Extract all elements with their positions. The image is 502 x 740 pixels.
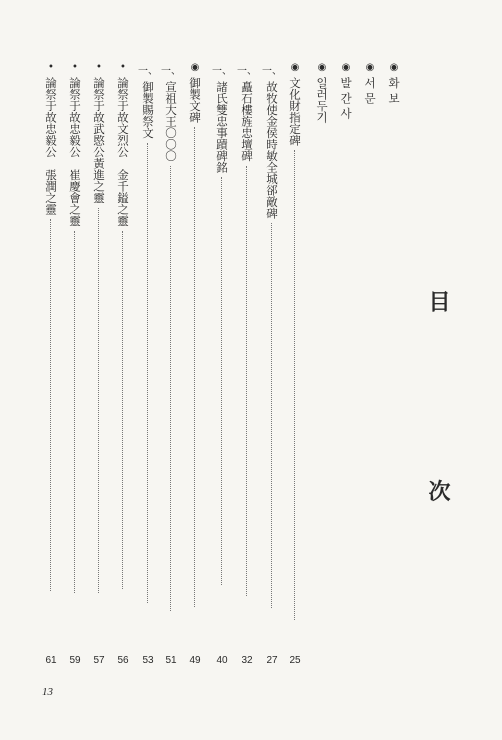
circle-bullet-icon: ◉ bbox=[290, 62, 300, 73]
toc-entry-title: 화 보 bbox=[387, 77, 401, 104]
toc-entry-title: 故牧使金侯時敏全城郤敵碑 bbox=[265, 81, 279, 219]
folio-number: 13 bbox=[42, 686, 53, 698]
toc-entry-title: 御製文碑 bbox=[188, 77, 202, 123]
toc-page-number: 57 bbox=[93, 655, 105, 666]
dot-leader bbox=[294, 150, 296, 620]
toc-entry bbox=[114, 62, 132, 589]
toc-page-number: 56 bbox=[117, 655, 129, 666]
dot-leader bbox=[74, 231, 76, 593]
toc-entry-title: 서 문 bbox=[363, 77, 377, 104]
toc-entry bbox=[263, 62, 281, 608]
toc-entry bbox=[162, 62, 180, 611]
dot-leader bbox=[221, 177, 223, 585]
dot-leader bbox=[170, 166, 172, 611]
toc-entry-title: 文化財指定碑 bbox=[288, 77, 302, 146]
toc-page-number: 59 bbox=[69, 655, 81, 666]
toc-entry bbox=[286, 62, 304, 620]
toc-entry bbox=[90, 62, 108, 593]
toc-page-number: 27 bbox=[266, 655, 278, 666]
list-marker: 一、 bbox=[161, 66, 181, 77]
toc-page-number: 40 bbox=[216, 655, 228, 666]
toc-entry bbox=[361, 62, 379, 104]
toc-entry bbox=[213, 62, 231, 585]
toc-page-number: 51 bbox=[165, 655, 177, 666]
bullet-icon: • bbox=[48, 62, 54, 73]
dot-leader bbox=[147, 143, 149, 603]
circle-bullet-icon: ◉ bbox=[317, 62, 327, 73]
circle-bullet-icon: ◉ bbox=[389, 62, 399, 73]
toc-page-number: 49 bbox=[189, 655, 201, 666]
bullet-icon: • bbox=[72, 62, 78, 73]
toc-entry-title: 論祭于故武愍公黃進之靈 bbox=[92, 77, 106, 204]
list-marker: 一、 bbox=[237, 66, 257, 77]
circle-bullet-icon: ◉ bbox=[341, 62, 351, 73]
toc-entry bbox=[66, 62, 84, 593]
toc-entry bbox=[238, 62, 256, 596]
toc-entry-title: 論祭于故忠毅公 張潤之靈 bbox=[44, 77, 58, 215]
toc-entry-title: 일러두기 bbox=[315, 77, 329, 123]
toc-page-number: 32 bbox=[241, 655, 253, 666]
dot-leader bbox=[246, 166, 248, 596]
dot-leader bbox=[271, 223, 273, 608]
toc-entry bbox=[139, 62, 157, 603]
toc-entry-title: 論祭于故忠毅公 崔慶會之靈 bbox=[68, 77, 82, 227]
toc-entry bbox=[385, 62, 403, 104]
toc-entry bbox=[337, 62, 355, 119]
list-marker: 一、 bbox=[212, 66, 232, 77]
toc-entry-title: 발 간 사 bbox=[339, 77, 353, 119]
toc-page-number: 61 bbox=[45, 655, 57, 666]
bullet-icon: • bbox=[120, 62, 126, 73]
toc-entry-title: 宣祖大王〇〇〇 bbox=[164, 81, 178, 162]
list-marker: 一、 bbox=[262, 66, 282, 77]
toc-entry-title: 矗石樓旌忠壇碑 bbox=[240, 81, 254, 162]
toc-entry bbox=[186, 62, 204, 607]
toc-entry-title: 御製賜祭文 bbox=[141, 81, 155, 139]
dot-leader bbox=[194, 127, 196, 607]
page-title: 目 次 bbox=[425, 290, 451, 582]
circle-bullet-icon: ◉ bbox=[365, 62, 375, 73]
toc-page-number: 25 bbox=[289, 655, 301, 666]
toc-entry bbox=[313, 62, 331, 123]
dot-leader bbox=[122, 231, 124, 589]
toc-entry-title: 論祭于故文烈公 金千鎰之靈 bbox=[116, 77, 130, 227]
toc-entry bbox=[42, 62, 60, 591]
dot-leader bbox=[98, 208, 100, 593]
toc-entry-title: 諸氏雙忠事蹟碑銘 bbox=[215, 81, 229, 173]
circle-bullet-icon: ◉ bbox=[190, 62, 200, 73]
bullet-icon: • bbox=[96, 62, 102, 73]
list-marker: 一、 bbox=[138, 66, 158, 77]
dot-leader bbox=[50, 219, 52, 591]
toc-page-number: 53 bbox=[142, 655, 154, 666]
